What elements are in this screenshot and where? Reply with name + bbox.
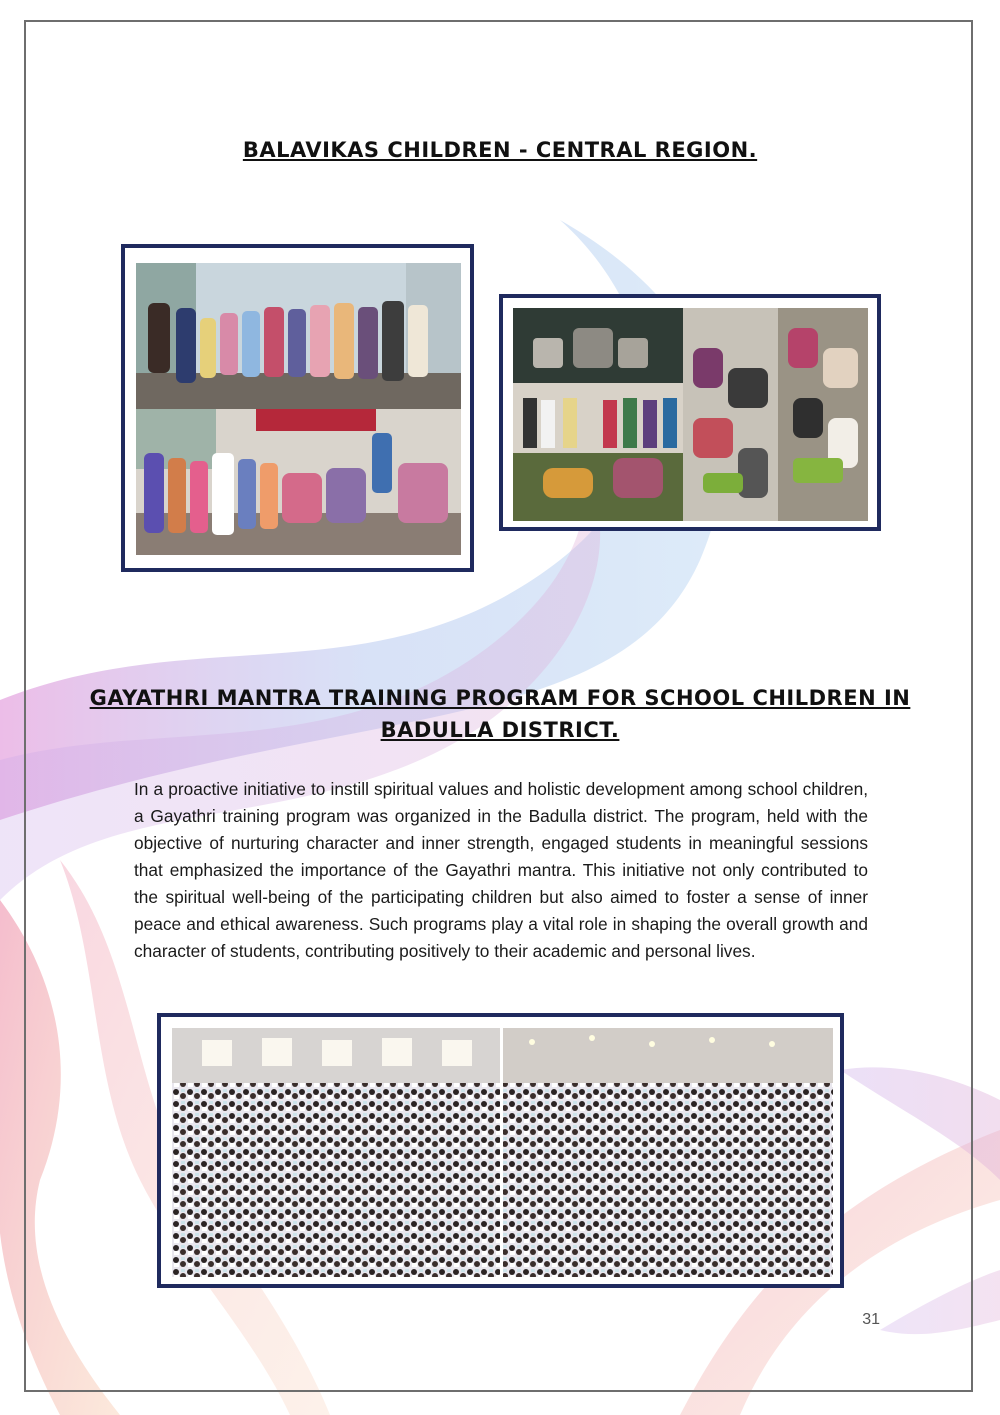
meal-photo-image [513,308,868,521]
photo-collage-balavikas-group [121,244,474,572]
page-number: 31 [862,1311,880,1328]
heading-gayathri-line2: BADULLA DISTRICT. [380,718,620,742]
group-photo-image [136,263,461,555]
heading-balavikas: BALAVIKAS CHILDREN - CENTRAL REGION. [242,138,758,162]
heading-gayathri-line1: GAYATHRI MANTRA TRAINING PROGRAM FOR SCHOOL CHILDREN IN [89,686,911,710]
heading-gayathri-program [0,682,1000,746]
hall-photo-image [172,1028,833,1277]
photo-collage-balavikas-meal [499,294,881,531]
body-paragraph: In a proactive initiative to instill spiritual values and holistic development among school children, a Gayathri training program was organized in the Badulla district. The program, held with the objective of nurturing character and inner strength, engaged students in meaningful sessions that emphasized the importance of the Gayathri mantra. This initiative not only contributed to the spiritual well-being of the participating children but also aimed to foster a sense of inner peace and ethical awareness. Such programs play a vital role in shaping the overall growth and character of students, contributing positively to their academic and personal lives. [134,779,868,961]
photo-collage-gayathri-hall [157,1013,844,1288]
